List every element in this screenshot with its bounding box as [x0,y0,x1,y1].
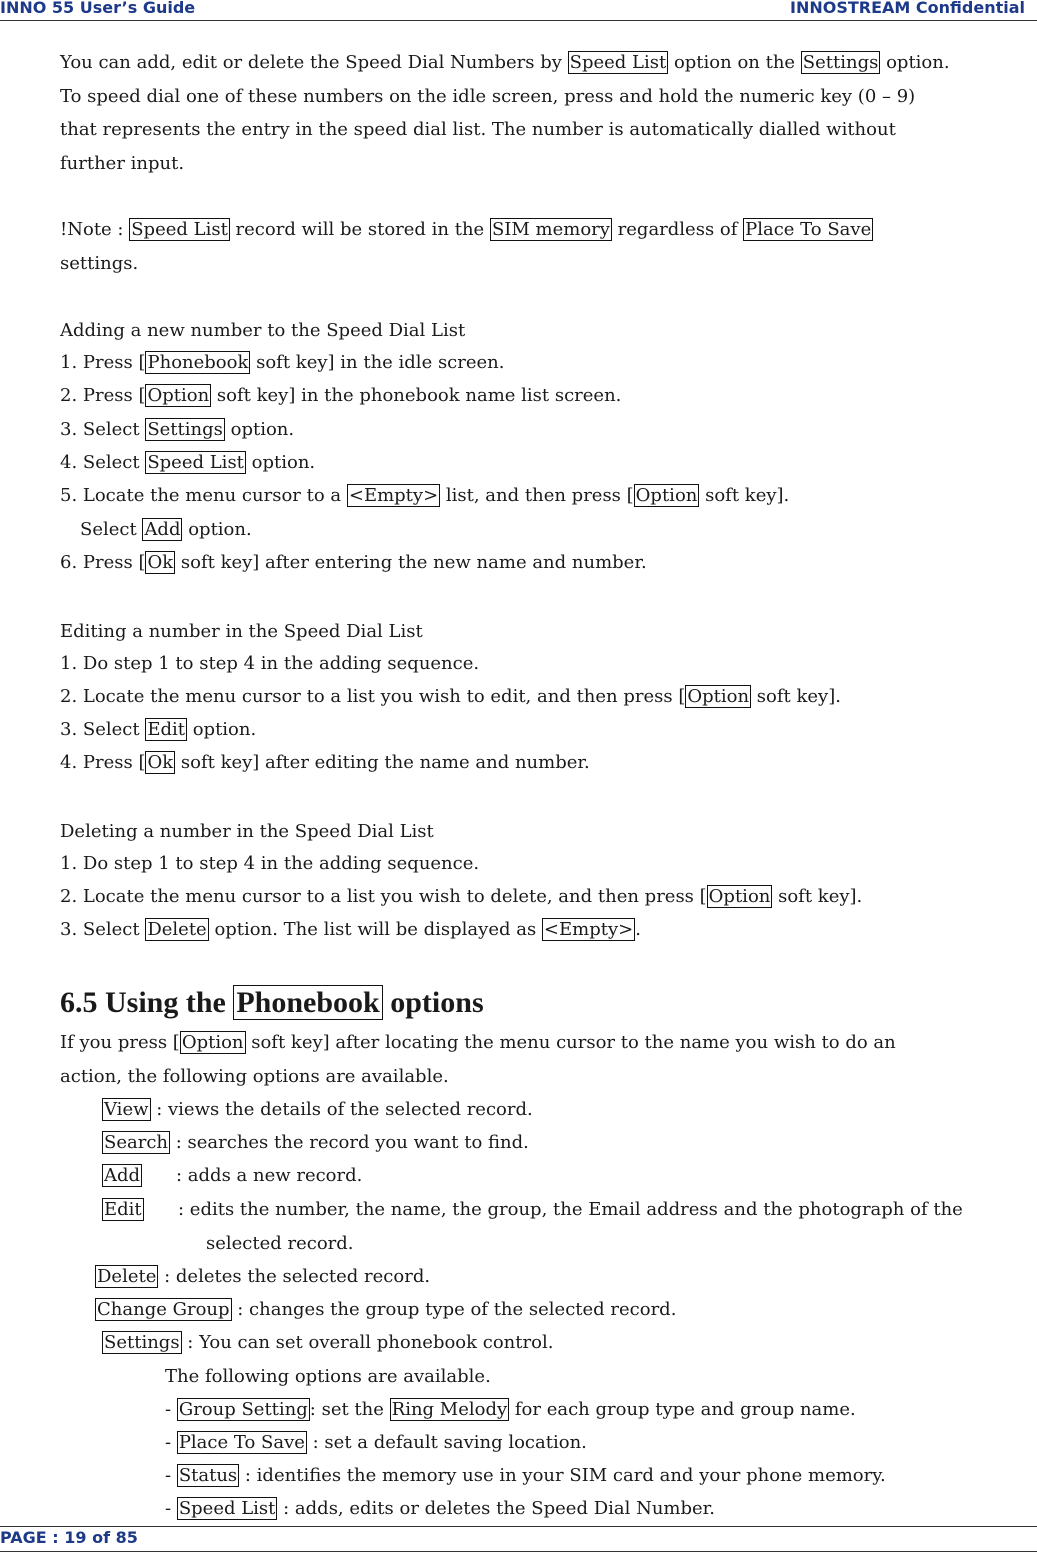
option-ref: Option [687,686,750,707]
adding-step-2: 2. Press [ Option soft key] in the phonebook name list screen. [60,385,622,406]
intro-line-1: You can add, edit or delete the Speed Dial Numbers by Speed List option on the Settings option. [60,52,950,73]
add-ref: Add [144,519,181,540]
header-doc-title: INNO 55 User’s Guide [0,0,196,17]
editing-step-1: 1. Do step 1 to step 4 in the adding sequence. [60,653,480,674]
option-add-desc: : adds a new record. [176,1165,363,1186]
speed-list-ref: Speed List [569,52,667,73]
settings-status: - Status : identifies the memory use in your SIM card and your phone memory. [165,1465,886,1486]
group-setting-ref: Group Setting [178,1399,308,1420]
deleting-title: Deleting a number in the Speed Dial List [60,821,434,842]
editing-step-2: 2. Locate the menu cursor to a list you wish to edit, and then press [ Option soft key]. [60,686,841,707]
place-to-save-ref: Place To Save [178,1432,305,1453]
section-para-2: action, the following options are available. [60,1066,449,1087]
option-ref: Option [708,886,771,907]
search-ref: Search [104,1132,168,1153]
settings-ref: Settings [104,1332,180,1353]
page-footer [0,1526,1037,1552]
option-edit-desc: : edits the number, the name, the group, the Email address and the photograph of the [178,1199,963,1220]
settings-ref: Settings [147,419,223,440]
settings-place-to-save: - Place To Save : set a default saving location. [165,1432,587,1453]
sim-memory-ref: SIM memory [491,219,610,240]
header-confidential: INNOSTREAM Confidential [790,0,1025,17]
adding-title: Adding a new number to the Speed Dial List [60,320,466,341]
intro-line-3: that represents the entry in the speed dial list. The number is automatically dialled without [60,119,896,140]
speed-list-ref: Speed List [131,219,228,240]
option-delete: Delete : deletes the selected record. [97,1266,431,1287]
option-ref: Option [147,385,210,406]
delete-ref: Delete [147,919,207,940]
place-to-save-ref: Place To Save [745,219,872,240]
section-heading: 6.5 Using the Phonebook options [60,986,484,1019]
editing-title: Editing a number in the Speed Dial List [60,621,423,642]
deleting-step-1: 1. Do step 1 to step 4 in the adding sequence. [60,853,480,874]
ring-melody-ref: Ring Melody [391,1399,508,1420]
adding-step-1: 1. Press [ Phonebook soft key] in the idle screen. [60,352,505,373]
empty-ref: <Empty> [348,485,439,506]
adding-step-5-cont: Select Add option. [80,519,252,540]
edit-ref: Edit [147,719,185,740]
adding-step-4: 4. Select Speed List option. [60,452,316,473]
intro-line-4: further input. [60,153,185,174]
speed-list-ref: Speed List [147,452,244,473]
edit-ref: Edit [104,1199,142,1220]
change-group-ref: Change Group [97,1299,230,1320]
deleting-step-3: 3. Select Delete option. The list will be displayed as <Empty> . [60,919,641,940]
settings-group-setting: - Group Setting : set the Ring Melody for each group type and group name. [165,1399,856,1420]
adding-step-6: 6. Press [ Ok soft key] after entering the new name and number. [60,552,647,573]
option-settings: Settings : You can set overall phonebook control. [104,1332,554,1353]
phonebook-ref: Phonebook [233,985,382,1020]
add-ref: Add [104,1165,141,1186]
editing-step-3: 3. Select Edit option. [60,719,257,740]
option-add [102,1164,142,1188]
option-edit-desc-2: selected record. [206,1233,354,1254]
option-change-group: Change Group : changes the group type of the selected record. [97,1299,677,1320]
page-header [0,0,1037,21]
editing-step-4: 4. Press [ Ok soft key] after editing the name and number. [60,752,590,773]
phonebook-ref: Phonebook [147,352,249,373]
settings-ref: Settings [802,52,879,73]
intro-line-2: To speed dial one of these numbers on the idle screen, press and hold the numeric key (0 – 9) [60,86,916,107]
ok-ref: Ok [147,552,174,573]
status-ref: Status [178,1465,238,1486]
note-line-2: settings. [60,253,139,274]
section-para-1: If you press [ Option soft key] after locating the menu cursor to the name you wish to do an [60,1032,896,1053]
option-view: View : views the details of the selected record. [104,1099,533,1120]
adding-step-5: 5. Locate the menu cursor to a <Empty> list, and then press [ Option soft key]. [60,485,790,506]
option-edit [102,1198,144,1222]
option-search: Search : searches the record you want to find. [104,1132,529,1153]
adding-step-3: 3. Select Settings option. [60,419,295,440]
speed-list-ref: Speed List [178,1498,276,1519]
note-line: !Note : Speed List record will be stored in the SIM memory regardless of Place To Save [60,219,872,240]
empty-ref: <Empty> [543,919,634,940]
option-ref: Option [635,485,698,506]
view-ref: View [104,1099,149,1120]
settings-speed-list: - Speed List : adds, edits or deletes the Speed Dial Number. [165,1498,716,1519]
page-number: PAGE : 19 of 85 [0,1528,138,1547]
settings-sub-intro: The following options are available. [165,1366,491,1387]
deleting-step-2: 2. Locate the menu cursor to a list you wish to delete, and then press [ Option soft key]. [60,886,863,907]
option-ref: Option [181,1032,244,1053]
delete-ref: Delete [97,1266,157,1287]
ok-ref: Ok [147,752,174,773]
